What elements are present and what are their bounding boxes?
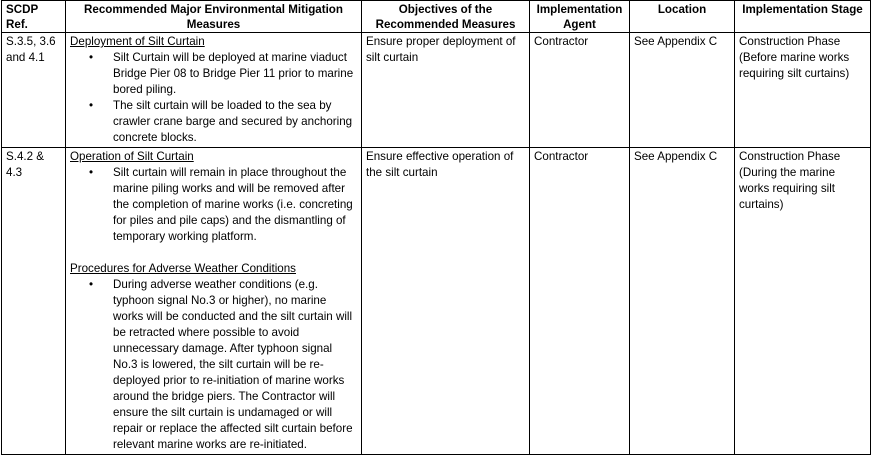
objective-cell: Ensure proper deployment of silt curtain [362, 33, 530, 148]
list-item-text: Silt Curtain will be deployed at marine viaduct Bridge Pier 08 to Bridge Pier 11 prior to marine bored piling. [113, 51, 354, 96]
stage-cell: Construction Phase (During the marine works requiring silt curtains) [735, 148, 871, 455]
agent-cell: Contractor [530, 148, 630, 455]
bullet-icon: • [89, 278, 94, 291]
mitigation-measures-table [1, 0, 871, 455]
list-item-text: During adverse weather conditions (e.g. typhoon signal No.3 or higher), no marine works will be conducted and the silt curtain will be retracted where possible to avoid unnecessary damage. After typhoon signal No.3 is lowered, the silt curtain will be re-deployed prior to re-initiation of marine works around the bridge piers. The Contractor will ensure the silt curtain is undamaged or will repair or replace the affected silt curtain before relevant marine works are re-initiated. [113, 278, 353, 451]
list-item-text: Silt curtain will remain in place throughout the marine piling works and will be removed after the completion of marine works (i.e. concreting for piles and pile caps) and the dismantling of temporary working platform. [113, 166, 353, 243]
header-ref: SCDP Ref. [2, 1, 66, 33]
header-agent: Implementation Agent [530, 1, 630, 33]
location-cell: See Appendix C [630, 33, 735, 148]
list-item [89, 277, 357, 453]
stage-cell: Construction Phase (Before marine works requiring silt curtains) [735, 33, 871, 148]
agent-cell: Contractor [530, 33, 630, 148]
bullet-icon: • [89, 166, 94, 179]
list-item [89, 98, 357, 146]
bullet-icon: • [89, 99, 94, 112]
bullet-list [70, 165, 357, 245]
section-title: Operation of Silt Curtain [70, 150, 194, 163]
list-item [89, 165, 357, 245]
table-row [2, 33, 871, 148]
header-location: Location [630, 1, 735, 33]
objective-cell: Ensure effective operation of the silt curtain [362, 148, 530, 455]
section-title: Deployment of Silt Curtain [70, 35, 205, 48]
bullet-list [70, 50, 357, 146]
location-cell: See Appendix C [630, 148, 735, 455]
header-measures: Recommended Major Environmental Mitigation Measures [66, 1, 362, 33]
header-stage: Implementation Stage [735, 1, 871, 33]
ref-cell: S.4.2 & 4.3 [2, 148, 66, 455]
bullet-icon: • [89, 51, 94, 64]
ref-cell: S.3.5, 3.6 and 4.1 [2, 33, 66, 148]
measures-cell [66, 148, 362, 455]
list-item [89, 50, 357, 98]
header-objectives: Objectives of the Recommended Measures [362, 1, 530, 33]
measures-cell [66, 33, 362, 148]
bullet-list [70, 277, 357, 453]
section-spacer [70, 245, 357, 261]
section-title: Procedures for Adverse Weather Conditions [70, 262, 296, 275]
header-row [2, 1, 871, 33]
list-item-text: The silt curtain will be loaded to the sea by crawler crane barge and secured by anchoring concrete blocks. [113, 99, 353, 144]
table-row [2, 148, 871, 455]
